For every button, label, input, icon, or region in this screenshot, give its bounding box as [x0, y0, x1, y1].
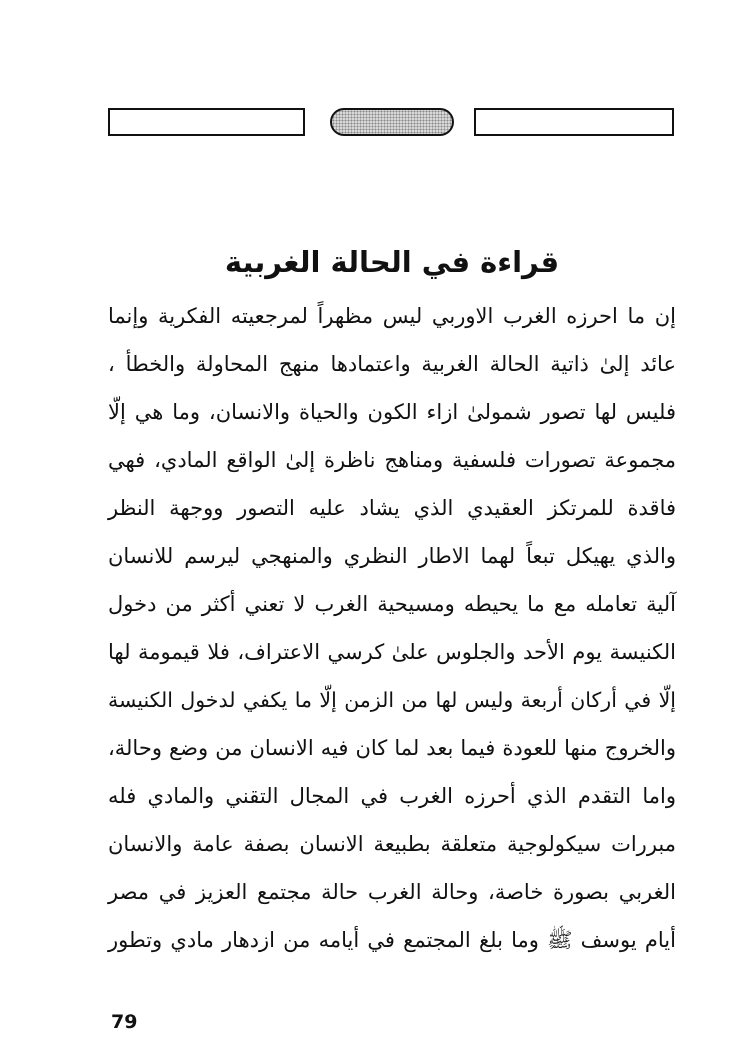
text-line: والذي يهيكل تبعاً لهما الاطار النظري والمنهجي ليرسم للانسان: [108, 544, 676, 568]
text-line: عائد إلىٰ ذاتية الحالة الغربية واعتمادها منهج المحاولة والخطأ ،: [108, 352, 676, 376]
text-line: مجموعة تصورات فلسفية ومناهج ناظرة إلىٰ الواقع المادي، فهي: [108, 448, 676, 472]
text-line: واما التقدم الذي أحرزه الغرب في المجال التقني والمادي فله: [108, 784, 676, 808]
header-left-box: [108, 108, 305, 136]
text-line: فليس لها تصور شمولىٰ ازاء الكون والحياة والانسان، وما هي إلّا: [108, 400, 676, 424]
text-line: أيام يوسف ﷺ وما بلغ المجتمع في أيامه من ازدهار مادي وتطور: [108, 928, 676, 952]
body-paragraph: [108, 292, 676, 964]
text-line: فاقدة للمرتكز العقيدي الذي يشاد عليه التصور ووجهة النظر: [108, 496, 676, 520]
header-center-pill: [330, 108, 454, 136]
text-line: آلية تعامله مع ما يحيطه ومسيحية الغرب لا تعني أكثر من دخول: [108, 592, 676, 616]
text-line: إن ما احرزه الغرب الاوربي ليس مظهراً لمرجعيته الفكرية وإنما: [108, 304, 676, 328]
text-line: والخروج منها للعودة فيما بعد لما كان فيه الانسان من وضع وحالة،: [108, 736, 676, 760]
header-ornament: [108, 108, 676, 136]
text-line: الغربي بصورة خاصة، وحالة الغرب حالة مجتمع العزيز في مصر: [108, 880, 676, 904]
text-line: مبررات سيكولوجية متعلقة بطبيعة الانسان بصفة عامة والانسان: [108, 832, 676, 856]
header-right-box: [474, 108, 674, 136]
text-line: الكنيسة يوم الأحد والجلوس علىٰ كرسي الاعتراف، فلا قيمومة لها: [108, 640, 676, 664]
page-number: 79: [111, 1011, 138, 1033]
chapter-title: قراءة في الحالة الغربية: [224, 245, 560, 279]
text-line: إلّا في أركان أربعة وليس لها من الزمن إلّا ما يكفي لدخول الكنيسة: [108, 688, 676, 712]
